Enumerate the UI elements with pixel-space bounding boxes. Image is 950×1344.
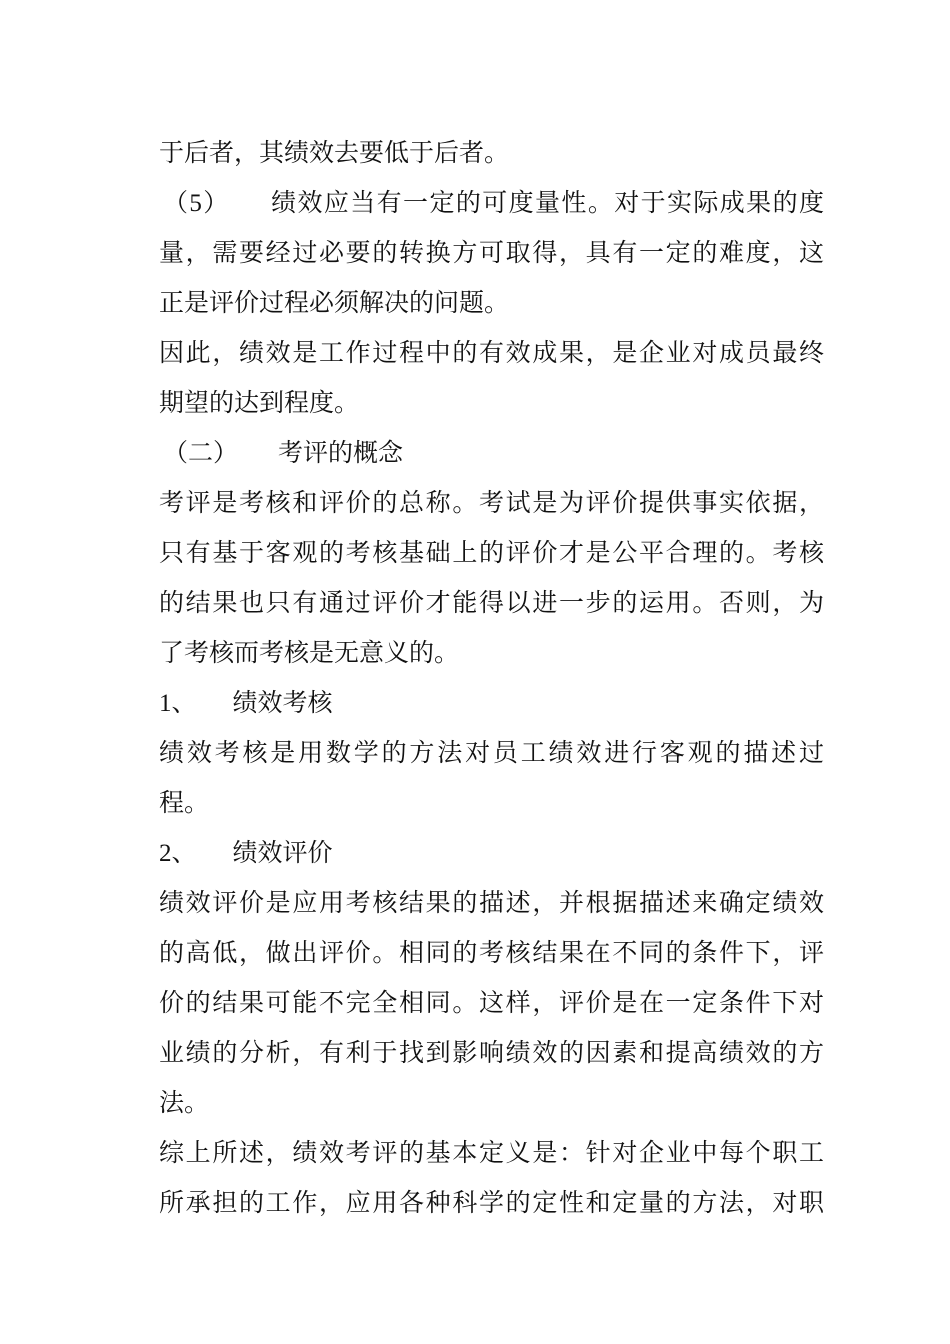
paragraph-line-11 <box>159 628 824 678</box>
paragraph-line-14 <box>159 778 824 828</box>
item-5-line <box>163 178 824 228</box>
point-heading-2 <box>159 828 824 878</box>
paragraph-line-17 <box>159 928 824 978</box>
line-text: 的结果也只有通过评价才能得以进一步的运用。否则，为 <box>159 588 824 617</box>
paragraph-line-10 <box>159 578 824 628</box>
line-text: 绩效评价是应用考核结果的描述，并根据描述来确定绩效 <box>159 888 824 917</box>
line-text: 绩效考核是用数学的方法对员工绩效进行客观的描述过 <box>159 738 824 767</box>
line-text: 了考核而考核是无意义的。 <box>159 638 460 667</box>
paragraph-line-5 <box>159 328 824 378</box>
paragraph-line-9 <box>159 528 824 578</box>
line-text: 的高低，做出评价。相同的考核结果在不同的条件下，评 <box>159 938 824 967</box>
point-title: 绩效考核 <box>232 688 333 717</box>
line-text: 因此，绩效是工作过程中的有效成果，是企业对成员最终 <box>159 338 824 367</box>
line-text: 绩效应当有一定的可度量性。对于实际成果的度 <box>269 188 824 217</box>
line-text: 量，需要经过必要的转换方可取得，具有一定的难度，这 <box>159 238 824 267</box>
line-text: 所承担的工作，应用各种科学的定性和定量的方法，对职 <box>159 1188 824 1217</box>
line-text: 于后者，其绩效去要低于后者。 <box>159 138 510 167</box>
line-text: 综上所述，绩效考评的基本定义是：针对企业中每个职工 <box>159 1138 824 1167</box>
paragraph-line-3 <box>159 228 824 278</box>
paragraph-line-13 <box>159 728 824 778</box>
paragraph-line-4 <box>159 278 824 328</box>
line-text: 考评是考核和评价的总称。考试是为评价提供事实依据， <box>159 488 824 517</box>
item-marker: （5） <box>163 190 230 217</box>
paragraph-line-21 <box>159 1128 824 1178</box>
section-title: 考评的概念 <box>278 438 404 467</box>
point-heading-1 <box>159 678 824 728</box>
paragraph-line-8 <box>159 478 824 528</box>
line-text: 只有基于客观的考核基础上的评价才是公平合理的。考核 <box>159 538 824 567</box>
line-text: 价的结果可能不完全相同。这样，评价是在一定条件下对 <box>159 988 824 1017</box>
paragraph-line-6 <box>159 378 824 428</box>
paragraph-line-16 <box>159 878 824 928</box>
paragraph-line-1 <box>159 128 824 178</box>
line-text: 程。 <box>159 788 210 817</box>
line-text: 期望的达到程度。 <box>159 388 360 417</box>
point-marker: 1、 <box>159 690 197 717</box>
line-text: 正是评价过程必须解决的问题。 <box>159 288 510 317</box>
section-marker: （二） <box>163 438 239 467</box>
paragraph-line-18 <box>159 978 824 1028</box>
point-marker: 2、 <box>159 840 197 867</box>
paragraph-line-22 <box>159 1178 824 1228</box>
point-title: 绩效评价 <box>232 838 333 867</box>
paragraph-line-19 <box>159 1028 824 1078</box>
paragraph-line-20 <box>159 1078 824 1128</box>
section-heading-2 <box>163 428 828 478</box>
line-text: 业绩的分析，有利于找到影响绩效的因素和提高绩效的方 <box>159 1038 824 1067</box>
line-text: 法。 <box>159 1088 210 1117</box>
